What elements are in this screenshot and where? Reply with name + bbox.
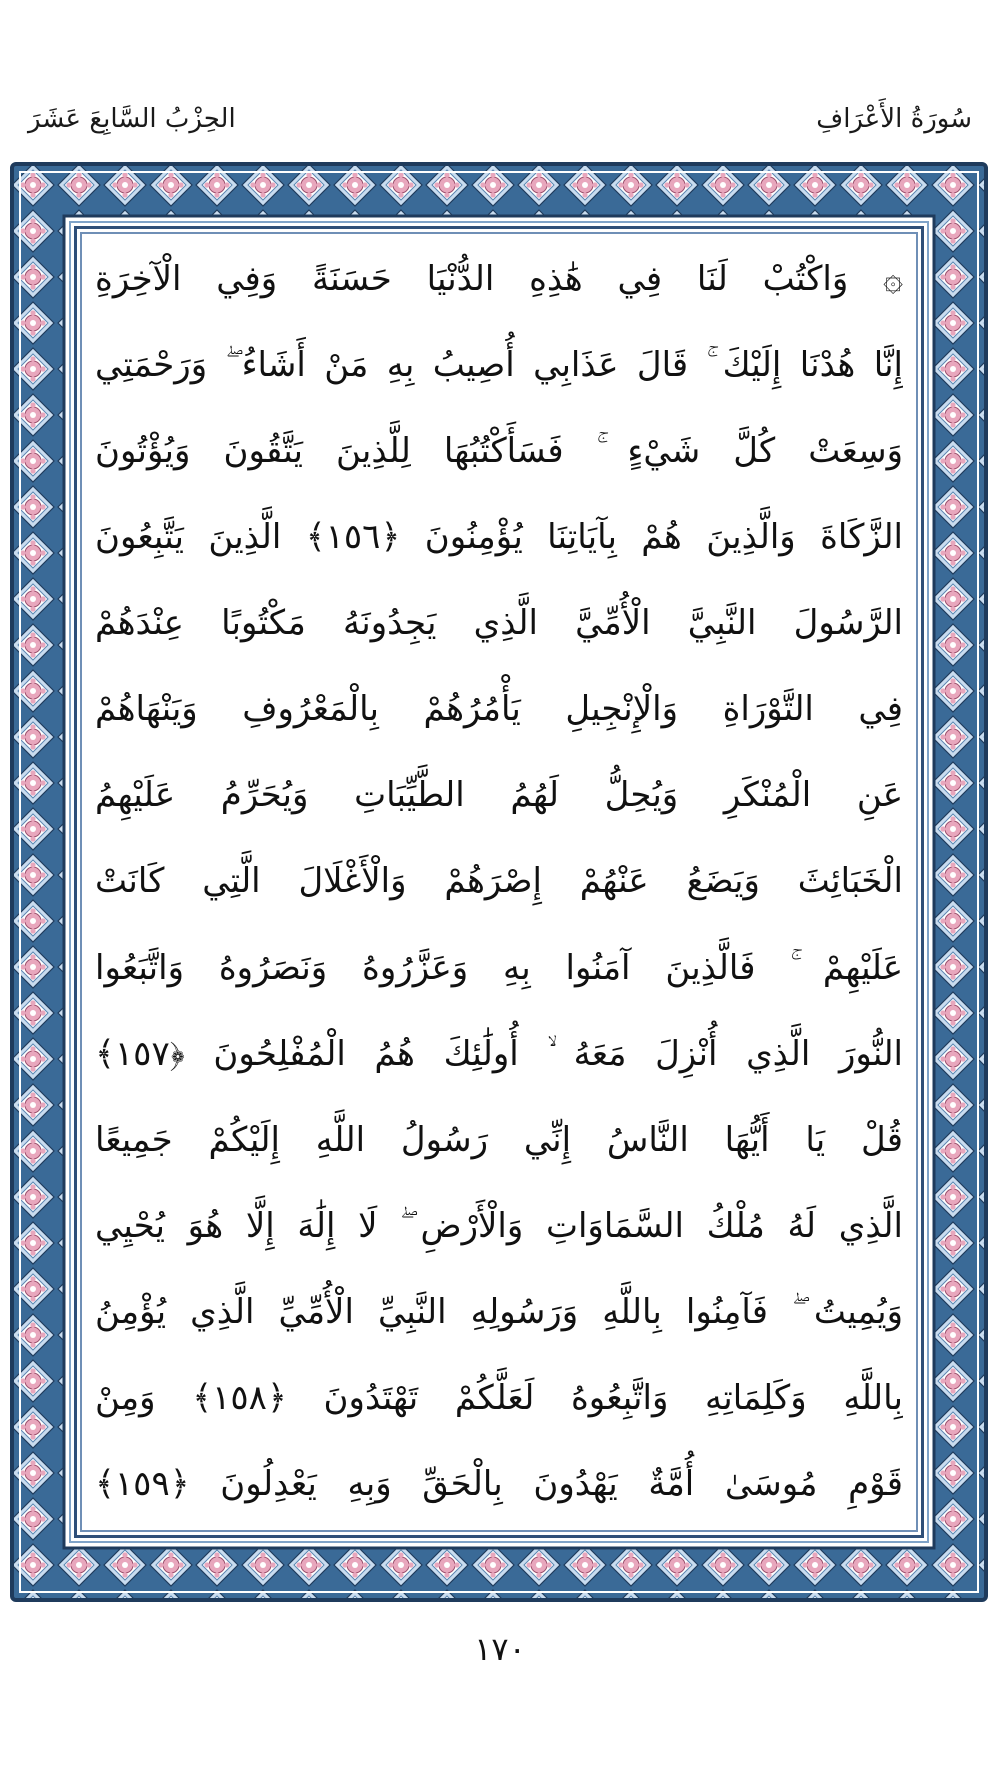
- text-line: النُّورَ الَّذِي أُنْزِلَ مَعَهُ ۙ أُولَٰئِكَ هُمُ الْمُفْلِحُونَ ﴿١٥٧﴾: [95, 1033, 903, 1074]
- text-line: قَوْمِ مُوسَىٰ أُمَّةٌ يَهْدُونَ بِالْحَقِّ وَبِهِ يَعْدِلُونَ ﴿١٥٩﴾: [95, 1463, 903, 1504]
- text-line: قُلْ يَا أَيُّهَا النَّاسُ إِنِّي رَسُولُ اللَّهِ إِلَيْكُمْ جَمِيعًا: [95, 1119, 903, 1160]
- verse-block: [95, 237, 903, 1527]
- text-line: الَّذِي لَهُ مُلْكُ السَّمَاوَاتِ وَالْأَرْضِ ۖ لَا إِلَٰهَ إِلَّا هُوَ يُحْيِي: [95, 1205, 903, 1246]
- text-line: وَيُمِيتُ ۖ فَآمِنُوا بِاللَّهِ وَرَسُولِهِ النَّبِيِّ الْأُمِّيِّ الَّذِي يُؤْمِنُ: [95, 1291, 903, 1332]
- text-line: عَنِ الْمُنْكَرِ وَيُحِلُّ لَهُمُ الطَّيِّبَاتِ وَيُحَرِّمُ عَلَيْهِمُ: [95, 775, 903, 816]
- text-line: عَلَيْهِمْ ۚ فَالَّذِينَ آمَنُوا بِهِ وَعَزَّرُوهُ وَنَصَرُوهُ وَاتَّبَعُوا: [95, 947, 903, 988]
- text-line: ۞ وَاكْتُبْ لَنَا فِي هَٰذِهِ الدُّنْيَا حَسَنَةً وَفِي الْآخِرَةِ: [95, 259, 903, 299]
- page-header: [28, 95, 972, 143]
- text-line: بِاللَّهِ وَكَلِمَاتِهِ وَاتَّبِعُوهُ لَعَلَّكُمْ تَهْتَدُونَ ﴿١٥٨﴾ وَمِنْ: [95, 1377, 903, 1418]
- text-line: وَسِعَتْ كُلَّ شَيْءٍ ۚ فَسَأَكْتُبُهَا لِلَّذِينَ يَتَّقُونَ وَيُؤْتُونَ: [95, 431, 903, 472]
- surah-name: سُورَةُ الأَعْرَافِ: [816, 104, 972, 134]
- page-number: ١٧٠: [474, 1630, 526, 1668]
- ornamental-frame: [10, 162, 988, 1602]
- text-line: الزَّكَاةَ وَالَّذِينَ هُمْ بِآيَاتِنَا يُؤْمِنُونَ ﴿١٥٦﴾ الَّذِينَ يَتَّبِعُونَ: [95, 517, 903, 558]
- text-area: [74, 226, 924, 1538]
- text-line: الرَّسُولَ النَّبِيَّ الْأُمِّيَّ الَّذِي يَجِدُونَهُ مَكْتُوبًا عِنْدَهُمْ: [95, 603, 903, 644]
- text-line: الْخَبَائِثَ وَيَضَعُ عَنْهُمْ إِصْرَهُمْ وَالْأَغْلَالَ الَّتِي كَانَتْ: [95, 861, 903, 902]
- hizb-name: الحِزْبُ السَّابِعَ عَشَرَ: [28, 104, 236, 134]
- text-line: فِي التَّوْرَاةِ وَالْإِنْجِيلِ يَأْمُرُهُمْ بِالْمَعْرُوفِ وَيَنْهَاهُمْ: [95, 689, 903, 730]
- text-line: إِنَّا هُدْنَا إِلَيْكَ ۚ قَالَ عَذَابِي أُصِيبُ بِهِ مَنْ أَشَاءُ ۖ وَرَحْمَتِي: [95, 345, 903, 386]
